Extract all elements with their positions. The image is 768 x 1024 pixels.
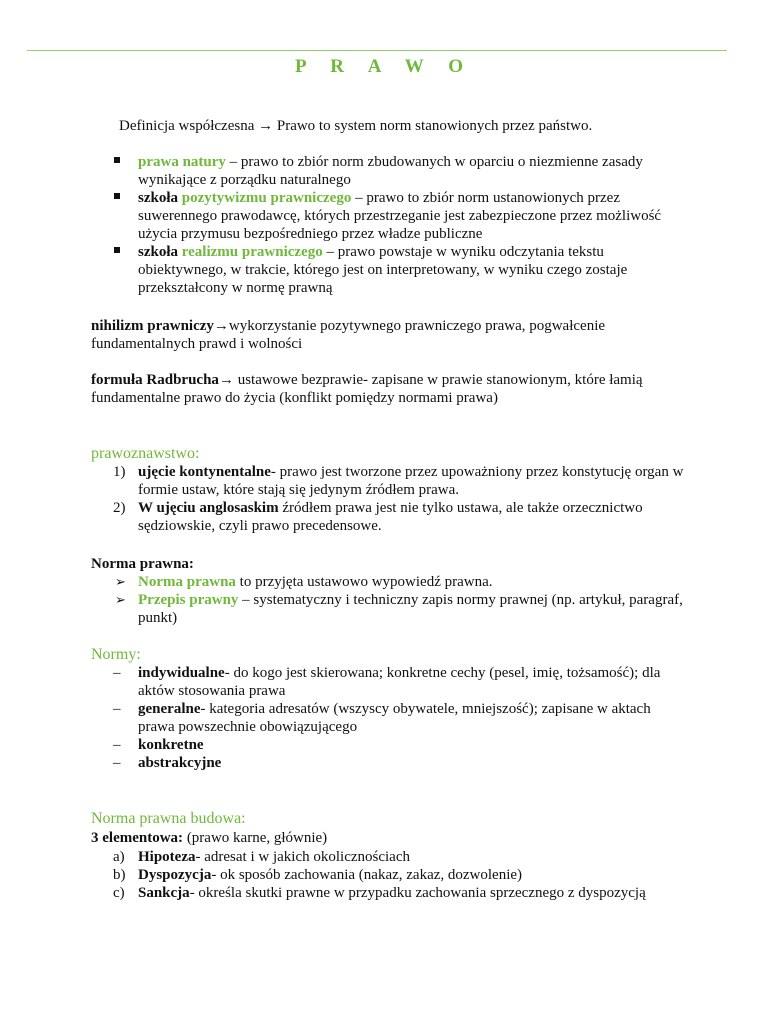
schools-list [91,153,691,297]
arrow-icon: → [218,372,234,388]
list-item: – abstrakcyjne [113,755,222,771]
arrow-icon: → [254,118,277,134]
list-item: – generalne- kategoria adresatów (wszyscy obywatele, mniejszość); zapisane w aktach prawa powszechnie obowiązującego [113,701,651,735]
arrow-icon: → [213,318,229,334]
list-item: ➢ Norma prawna to przyjęta ustawowo wypowiedź prawna. [91,573,691,591]
bullet-square-icon [91,189,138,207]
list-item: ➢ Przepis prawny – systematyczny i techniczny zapis normy prawnej (np. artykuł, paragraf, punkt) [91,591,691,627]
definition-line [119,117,739,135]
list-item: c) Sankcja- określa skutki prawne w przypadku zachowania sprzecznego z dyspozycją [113,885,646,901]
list-item: szkoła pozytywizmu prawniczego – prawo to zbiór norm ustanowionych przez suwerennego prawodawcę, których przestrzeganie jest zabezpieczone przez możliwość użycia przymusu bezpośredniego przez władze publiczne [91,189,691,243]
nihilism-paragraph: nihilizm prawniczy→wykorzystanie pozytywnego prawniczego prawa, pogwałcenie fundamentalnych prawd i wolności [91,318,606,352]
normy-list [91,664,691,772]
prawoznawstwo-heading: prawoznawstwo: [91,445,200,462]
definition-text: Prawo to system norm stanowionych przez państwo. [276,118,593,134]
bullet-square-icon [91,243,138,261]
list-item: – konkretne [113,737,204,753]
arrow-bullet-icon: ➢ [115,574,126,589]
prawoznawstwo-list [91,463,691,535]
budowa-subheading: 3 elementowa: (prawo karne, głównie) [91,830,328,846]
list-item: 2) W ujęciu anglosaskim źródłem prawa jest nie tylko ustawa, ale także orzecznictwo sędziowskie, czyli prawo precedensowe. [113,500,643,534]
norma-prawna-heading: Norma prawna: [91,556,194,572]
bullet-square-icon [91,153,138,171]
radbruch-paragraph: formuła Radbrucha→ ustawowe bezprawie- zapisane w prawie stanowionym, które łamią fundamentalne prawo do życia (konflikt pomiędzy normami prawa) [91,372,643,406]
definition-label: Definicja współczesna [119,118,255,134]
arrow-bullet-icon: ➢ [115,592,126,607]
header-rule [27,50,727,51]
list-item: szkoła realizmu prawniczego – prawo powstaje w wyniku odczytania tekstu obiektywnego, w trakcie, którego jest on interpretowany, w wyniku czego zostaje przekształcony w normę prawną [91,243,691,297]
budowa-list [91,848,691,902]
norma-prawna-list [91,573,691,627]
page-title: P R A W O [295,56,473,77]
budowa-heading: Norma prawna budowa: [91,810,246,827]
list-item: 1) ujęcie kontynentalne- prawo jest tworzone przez upoważniony przez konstytucję organ w formie ustaw, które stają się jedynym źródłem prawa. [113,464,684,498]
list-item: a) Hipoteza- adresat i w jakich okolicznościach [113,849,410,865]
list-item: b) Dyspozycja- ok sposób zachowania (nakaz, zakaz, dozwolenie) [113,867,523,883]
list-item: – indywidualne- do kogo jest skierowana; konkretne cechy (pesel, imię, tożsamość); dla aktów stosowania prawa [113,665,661,699]
list-item: prawa natury – prawo to zbiór norm zbudowanych w oparciu o niezmienne zasady wynikające z porządku naturalnego [91,153,691,189]
normy-heading: Normy: [91,646,141,663]
